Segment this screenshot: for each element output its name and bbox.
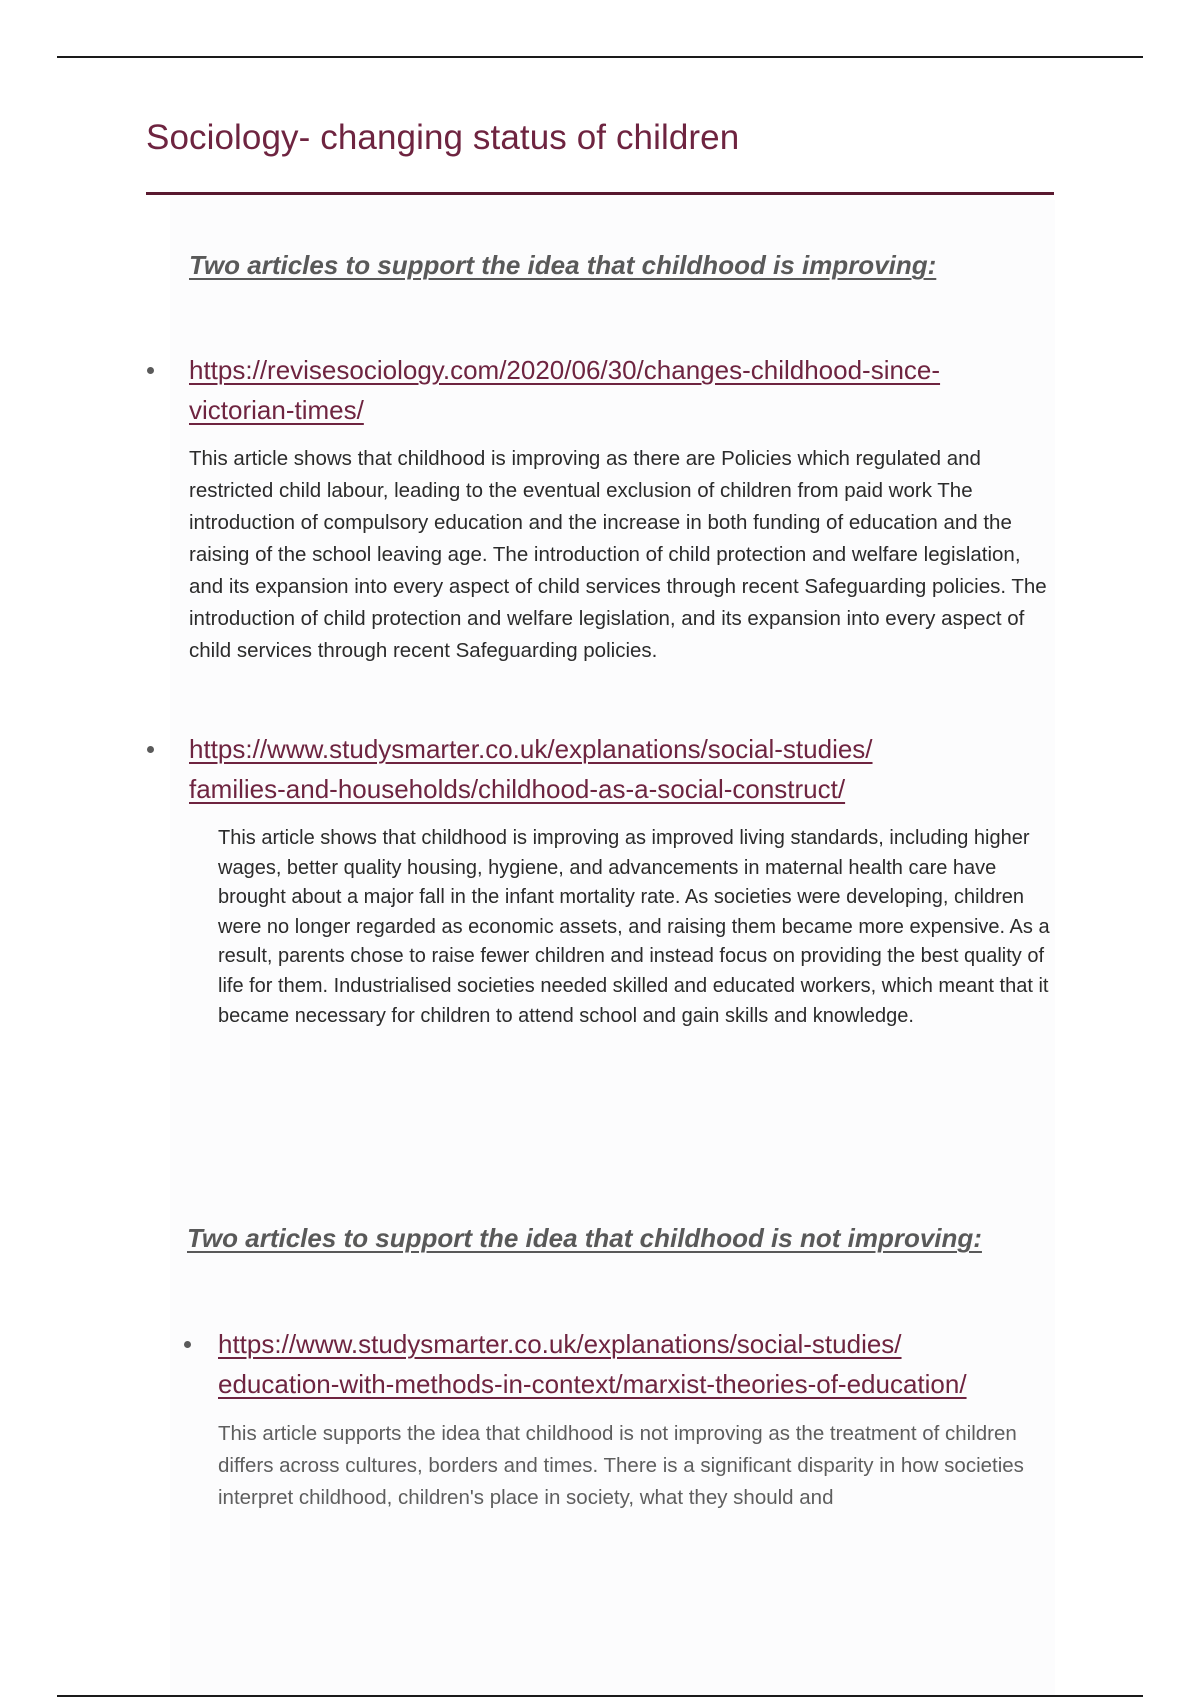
- article-link-line: https://revisesociology.com/2020/06/30/changes-childhood-since-: [189, 355, 941, 385]
- article-link-studysmarter-marxist[interactable]: [218, 1324, 967, 1404]
- article-link-line: families-and-households/childhood-as-a-social-construct/: [189, 774, 846, 804]
- article-summary-studysmarter-marxist: This article supports the idea that childhood is not improving as the treatment of children differs across cultures, borders and times. There is a significant disparity in how societies interpret childhood, children's place in society, what they should and: [218, 1422, 1024, 1509]
- page-top-rule: [57, 56, 1143, 58]
- bullet-icon: [147, 746, 154, 753]
- article-link-line: education-with-methods-in-context/marxist-theories-of-education/: [218, 1369, 967, 1399]
- page-bottom-rule: [57, 1695, 1143, 1697]
- section-heading-improving: Two articles to support the idea that childhood is improving:: [189, 250, 937, 280]
- section-heading-not-improving: Two articles to support the idea that childhood is not improving:: [187, 1223, 982, 1253]
- article-link-line: victorian-times/: [189, 395, 364, 425]
- article-summary-revisesociology: This article shows that childhood is improving as there are Policies which regulated and restricted child labour, leading to the eventual exclusion of children from paid work The introduction of compulsory education and the increase in both funding of education and the raising of the school leaving age. The introduction of child protection and welfare legislation, and its expansion into every aspect of child services through recent Safeguarding policies. The introduction of child protection and welfare legislation, and its expansion into every aspect of child services through recent Safeguarding policies.: [189, 447, 1047, 662]
- page-title: Sociology- changing status of children: [146, 118, 740, 157]
- article-link-revisesociology[interactable]: [189, 350, 940, 430]
- bullet-icon: [184, 1341, 191, 1348]
- bullet-icon: [147, 367, 154, 374]
- article-summary-studysmarter-childhood: This article shows that childhood is improving as improved living standards, including higher wages, better quality housing, hygiene, and advancements in maternal health care have brought about a major fall in the infant mortality rate. As societies were developing, children were no longer regarded as economic assets, and raising them became more expensive. As a result, parents chose to raise fewer children and instead focus on providing the best quality of life for them. Industrialised societies needed skilled and educated workers, which meant that it became necessary for children to attend school and gain skills and knowledge.: [218, 827, 1050, 1027]
- title-underline: [146, 192, 1054, 195]
- article-link-line: https://www.studysmarter.co.uk/explanations/social-studies/: [218, 1329, 902, 1359]
- article-link-studysmarter-childhood[interactable]: [189, 729, 873, 809]
- article-link-line: https://www.studysmarter.co.uk/explanations/social-studies/: [189, 734, 873, 764]
